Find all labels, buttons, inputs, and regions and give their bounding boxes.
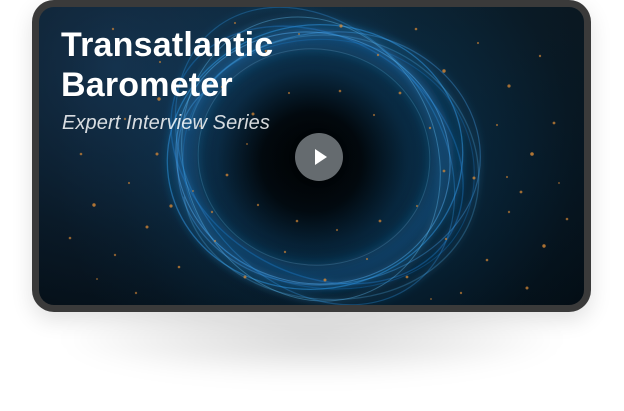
video-title-line-2: Barometer (61, 66, 233, 104)
video-title-line-1: Transatlantic (61, 26, 274, 64)
video-title (61, 25, 381, 105)
video-subtitle: Expert Interview Series (62, 112, 270, 134)
play-icon (295, 133, 343, 181)
video-thumbnail[interactable] (39, 7, 584, 305)
video-card[interactable] (32, 0, 591, 312)
play-button[interactable] (295, 133, 343, 181)
